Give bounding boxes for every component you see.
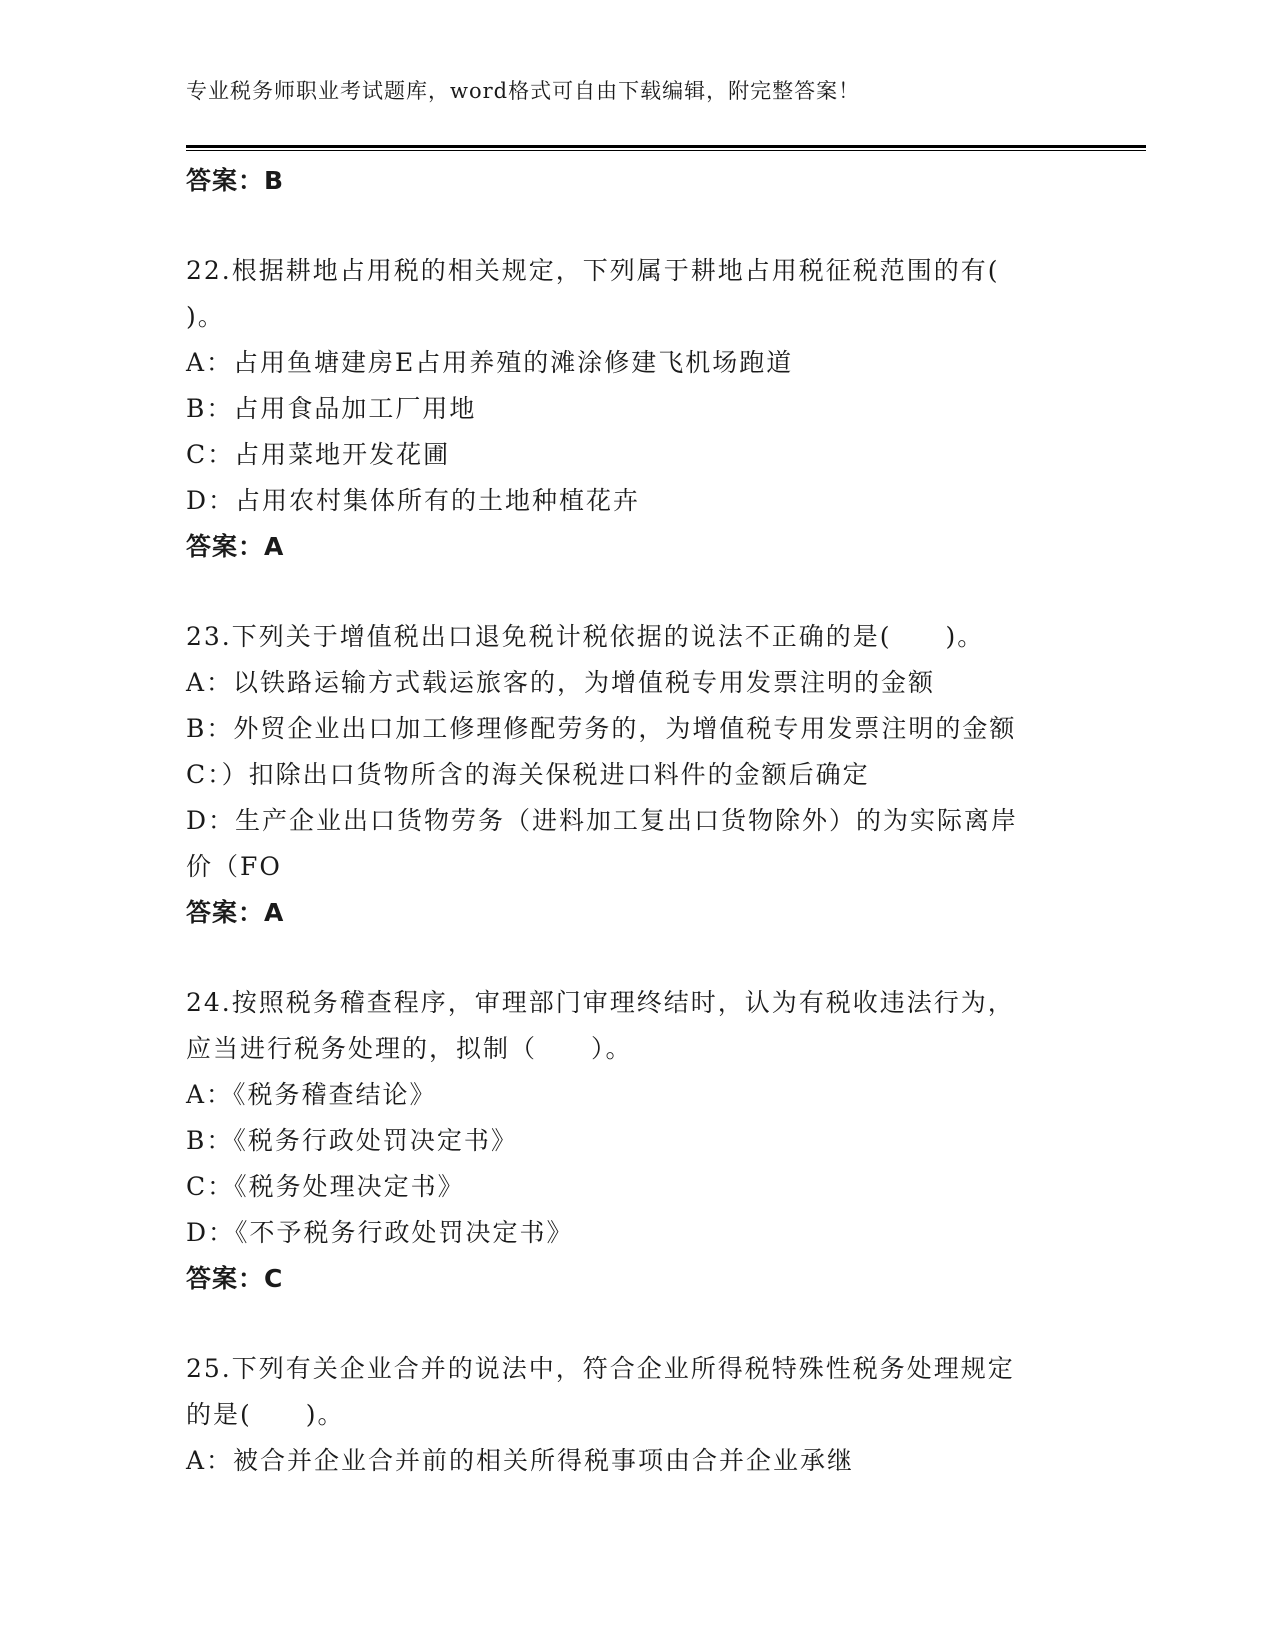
header-rule-thin (186, 150, 1146, 151)
spacer (186, 570, 1086, 614)
header-rule-thick (186, 145, 1146, 148)
question-text: )。 (186, 302, 225, 331)
option-a: A：被合并企业合并前的相关所得税事项由合并企业承继 (186, 1446, 855, 1475)
question-text: 的是( )。 (186, 1400, 345, 1429)
option-b: B：外贸企业出口加工修理修配劳务的，为增值税专用发票注明的金额 (186, 714, 1017, 743)
option-c: C：《税务处理决定书》 (186, 1172, 465, 1201)
spacer (186, 936, 1086, 980)
option-b: B：《税务行政处罚决定书》 (186, 1126, 518, 1155)
option-d: D：占用农村集体所有的土地种植花卉 (186, 486, 641, 515)
option-a: A：以铁路运输方式载运旅客的，为增值税专用发票注明的金额 (186, 668, 936, 697)
spacer (186, 204, 1086, 248)
option-a: A：占用鱼塘建房E占用养殖的滩涂修建飞机场跑道 (186, 348, 794, 377)
answer-line: 答案：A (186, 532, 285, 561)
option-d: D：《不予税务行政处罚决定书》 (186, 1218, 574, 1247)
option-c: C：）扣除出口货物所含的海关保税进口料件的金额后确定 (186, 760, 870, 789)
answer-line: 答案：B (186, 166, 285, 195)
option-c: C：占用菜地开发花圃 (186, 440, 451, 469)
question-text: 22.根据耕地占用税的相关规定，下列属于耕地占用税征税范围的有( (186, 256, 1000, 285)
question-23 (186, 614, 1086, 936)
question-text: 应当进行税务处理的，拟制（ ）。 (186, 1034, 633, 1063)
option-b: B：占用食品加工厂用地 (186, 394, 477, 423)
answer-line: 答案：C (186, 1264, 284, 1293)
spacer (186, 1302, 1086, 1346)
page-header: 专业税务师职业考试题库，word格式可自由下载编辑，附完整答案！ (186, 79, 861, 103)
question-text: 24.按照税务稽查程序，审理部门审理终结时，认为有税收违法行为， (186, 988, 1015, 1017)
question-22 (186, 248, 1086, 570)
question-text: 23.下列关于增值税出口退免税计税依据的说法不正确的是( )。 (186, 622, 985, 651)
question-24 (186, 980, 1086, 1302)
answer-line: 答案：A (186, 898, 285, 927)
question-25 (186, 1346, 1086, 1484)
option-d: D：生产企业出口货物劳务（进料加工复出口货物除外）的为实际离岸 (186, 806, 1019, 835)
option-d-continued: 价（FO (186, 852, 282, 881)
option-a: A：《税务稽查结论》 (186, 1080, 437, 1109)
question-list (186, 158, 1086, 1484)
question-text: 25.下列有关企业合并的说法中，符合企业所得税特殊性税务处理规定 (186, 1354, 1015, 1383)
